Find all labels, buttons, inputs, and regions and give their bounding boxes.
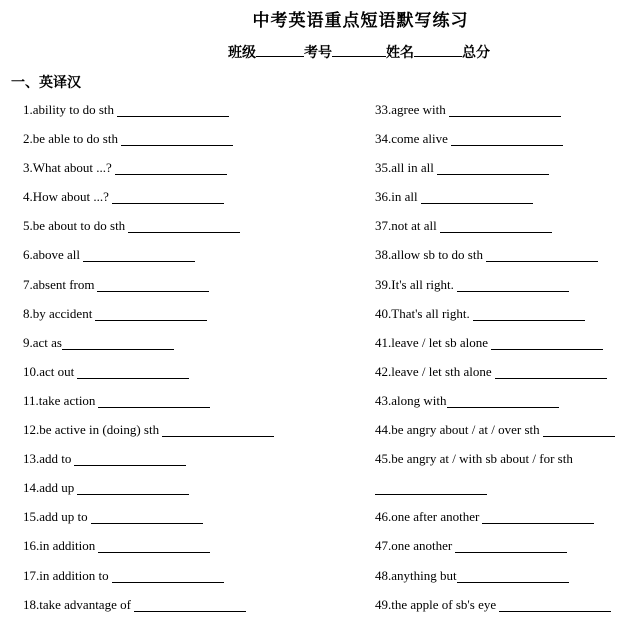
- list-item: [375, 393, 615, 422]
- list-item: [23, 335, 274, 364]
- list-item: [23, 480, 274, 509]
- phrase: 35.all in all: [375, 160, 434, 176]
- answer-blank[interactable]: [482, 509, 594, 524]
- section-heading: 一、英译汉: [11, 76, 81, 91]
- phrase: 42.leave / let sth alone: [375, 363, 492, 379]
- phrase: 10.act out: [23, 363, 75, 379]
- phrase: 6.above all: [23, 247, 81, 263]
- answer-blank[interactable]: [473, 306, 585, 321]
- answer-blank[interactable]: [455, 538, 567, 553]
- phrase: 41.leave / let sb alone: [375, 334, 488, 350]
- phrase: 36.in all: [375, 189, 418, 205]
- phrase: 3.What about ...?: [23, 160, 112, 176]
- list-item: [23, 364, 274, 393]
- answer-blank[interactable]: [77, 364, 189, 379]
- phrase: 13.add to: [23, 451, 72, 467]
- page-title: 中考英语重点短语默写练习: [252, 11, 469, 30]
- phrase: 49.the apple of sb's eye: [375, 596, 497, 612]
- list-item: [375, 189, 615, 218]
- phrase: 46.one after another: [375, 509, 480, 525]
- list-item: [23, 189, 274, 218]
- answer-blank[interactable]: [112, 189, 224, 204]
- list-item: [23, 393, 274, 422]
- phrase: 18.take advantage of: [23, 596, 131, 612]
- phrase: 33.agree with: [375, 102, 446, 117]
- phrase: 47.one another: [375, 538, 453, 554]
- list-item: [23, 597, 274, 626]
- answer-blank[interactable]: [74, 451, 186, 466]
- phrase: 17.in addition to: [23, 567, 109, 583]
- answer-blank[interactable]: [499, 597, 611, 612]
- phrase: 11.take action: [23, 392, 96, 408]
- list-item: [23, 422, 274, 451]
- number-label: 考号: [304, 46, 332, 61]
- student-info-line: [228, 42, 490, 62]
- phrase: 7.absent from: [23, 276, 95, 292]
- list-item: [23, 306, 274, 335]
- list-item: [375, 509, 615, 538]
- list-item: [23, 538, 274, 567]
- phrase: 48.anything but: [375, 567, 457, 583]
- answer-blank[interactable]: [447, 393, 559, 408]
- phrase: 45.be angry at / with sb about / for sth: [375, 451, 573, 467]
- answer-blank[interactable]: [77, 480, 189, 495]
- list-item: [23, 509, 274, 538]
- left-column: [23, 102, 274, 626]
- list-item: [375, 480, 615, 509]
- phrase: 43.along with: [375, 392, 447, 408]
- answer-blank[interactable]: [98, 393, 210, 408]
- list-item: [375, 422, 615, 451]
- phrase: 34.come alive: [375, 131, 448, 147]
- list-item: [375, 277, 615, 306]
- list-item: [23, 277, 274, 306]
- phrase: 40.That's all right.: [375, 305, 470, 321]
- list-item: [23, 102, 274, 131]
- phrase: 12.be active in (doing) sth: [23, 422, 160, 438]
- phrase: 44.be angry about / at / over sth: [375, 422, 540, 438]
- number-blank[interactable]: [332, 42, 386, 57]
- answer-blank[interactable]: [440, 218, 552, 233]
- answer-blank[interactable]: [449, 102, 561, 117]
- answer-blank[interactable]: [98, 538, 210, 553]
- phrase: 16.in addition: [23, 538, 96, 554]
- list-item: [375, 160, 615, 189]
- answer-blank[interactable]: [95, 306, 207, 321]
- list-item: [375, 247, 615, 276]
- answer-blank[interactable]: [134, 597, 246, 612]
- list-item: [23, 451, 274, 480]
- phrase: 37.not at all: [375, 218, 437, 234]
- list-item: [23, 247, 274, 276]
- answer-blank[interactable]: [91, 509, 203, 524]
- phrase: 4.How about ...?: [23, 189, 109, 205]
- list-item: [23, 160, 274, 189]
- phrase: 15.add up to: [23, 509, 88, 525]
- answer-blank[interactable]: [486, 247, 598, 262]
- answer-blank[interactable]: [375, 480, 487, 495]
- list-item: [375, 568, 615, 597]
- answer-blank[interactable]: [162, 422, 274, 437]
- answer-blank[interactable]: [83, 247, 195, 262]
- list-item: [375, 364, 615, 393]
- answer-blank[interactable]: [121, 131, 233, 146]
- answer-blank[interactable]: [62, 335, 174, 350]
- answer-blank[interactable]: [437, 160, 549, 175]
- answer-blank[interactable]: [451, 131, 563, 146]
- answer-blank[interactable]: [543, 422, 615, 437]
- phrase: 8.by accident: [23, 305, 93, 321]
- phrase: 5.be about to do sth: [23, 218, 126, 234]
- list-item: [375, 538, 615, 567]
- answer-blank[interactable]: [112, 568, 224, 583]
- list-item: [375, 218, 615, 247]
- class-blank[interactable]: [256, 42, 304, 57]
- list-item: [375, 131, 615, 160]
- phrase: 38.allow sb to do sth: [375, 247, 483, 263]
- phrase: 14.add up: [23, 480, 75, 496]
- list-item: [375, 306, 615, 335]
- phrase: 2.be able to do sth: [23, 131, 118, 147]
- list-item: [23, 131, 274, 160]
- list-item: [375, 335, 615, 364]
- answer-blank[interactable]: [117, 102, 229, 117]
- phrase: 39.It's all right.: [375, 276, 454, 292]
- phrase: 1.ability to do sth: [23, 102, 114, 117]
- list-item: [375, 102, 615, 131]
- name-label: 姓名: [386, 46, 414, 61]
- answer-blank[interactable]: [128, 218, 240, 233]
- answer-blank[interactable]: [457, 568, 569, 583]
- name-blank[interactable]: [414, 42, 462, 57]
- answer-blank[interactable]: [97, 277, 209, 292]
- right-column: [375, 102, 615, 626]
- answer-blank[interactable]: [491, 335, 603, 350]
- score-label: 总分: [462, 46, 490, 61]
- answer-blank[interactable]: [115, 160, 227, 175]
- answer-blank[interactable]: [421, 189, 533, 204]
- list-item: [23, 218, 274, 247]
- list-item: [23, 568, 274, 597]
- list-item: [375, 451, 615, 480]
- answer-blank[interactable]: [457, 277, 569, 292]
- list-item: [375, 597, 615, 626]
- class-label: 班级: [228, 46, 256, 61]
- phrase: 9.act as: [23, 334, 62, 350]
- answer-blank[interactable]: [495, 364, 607, 379]
